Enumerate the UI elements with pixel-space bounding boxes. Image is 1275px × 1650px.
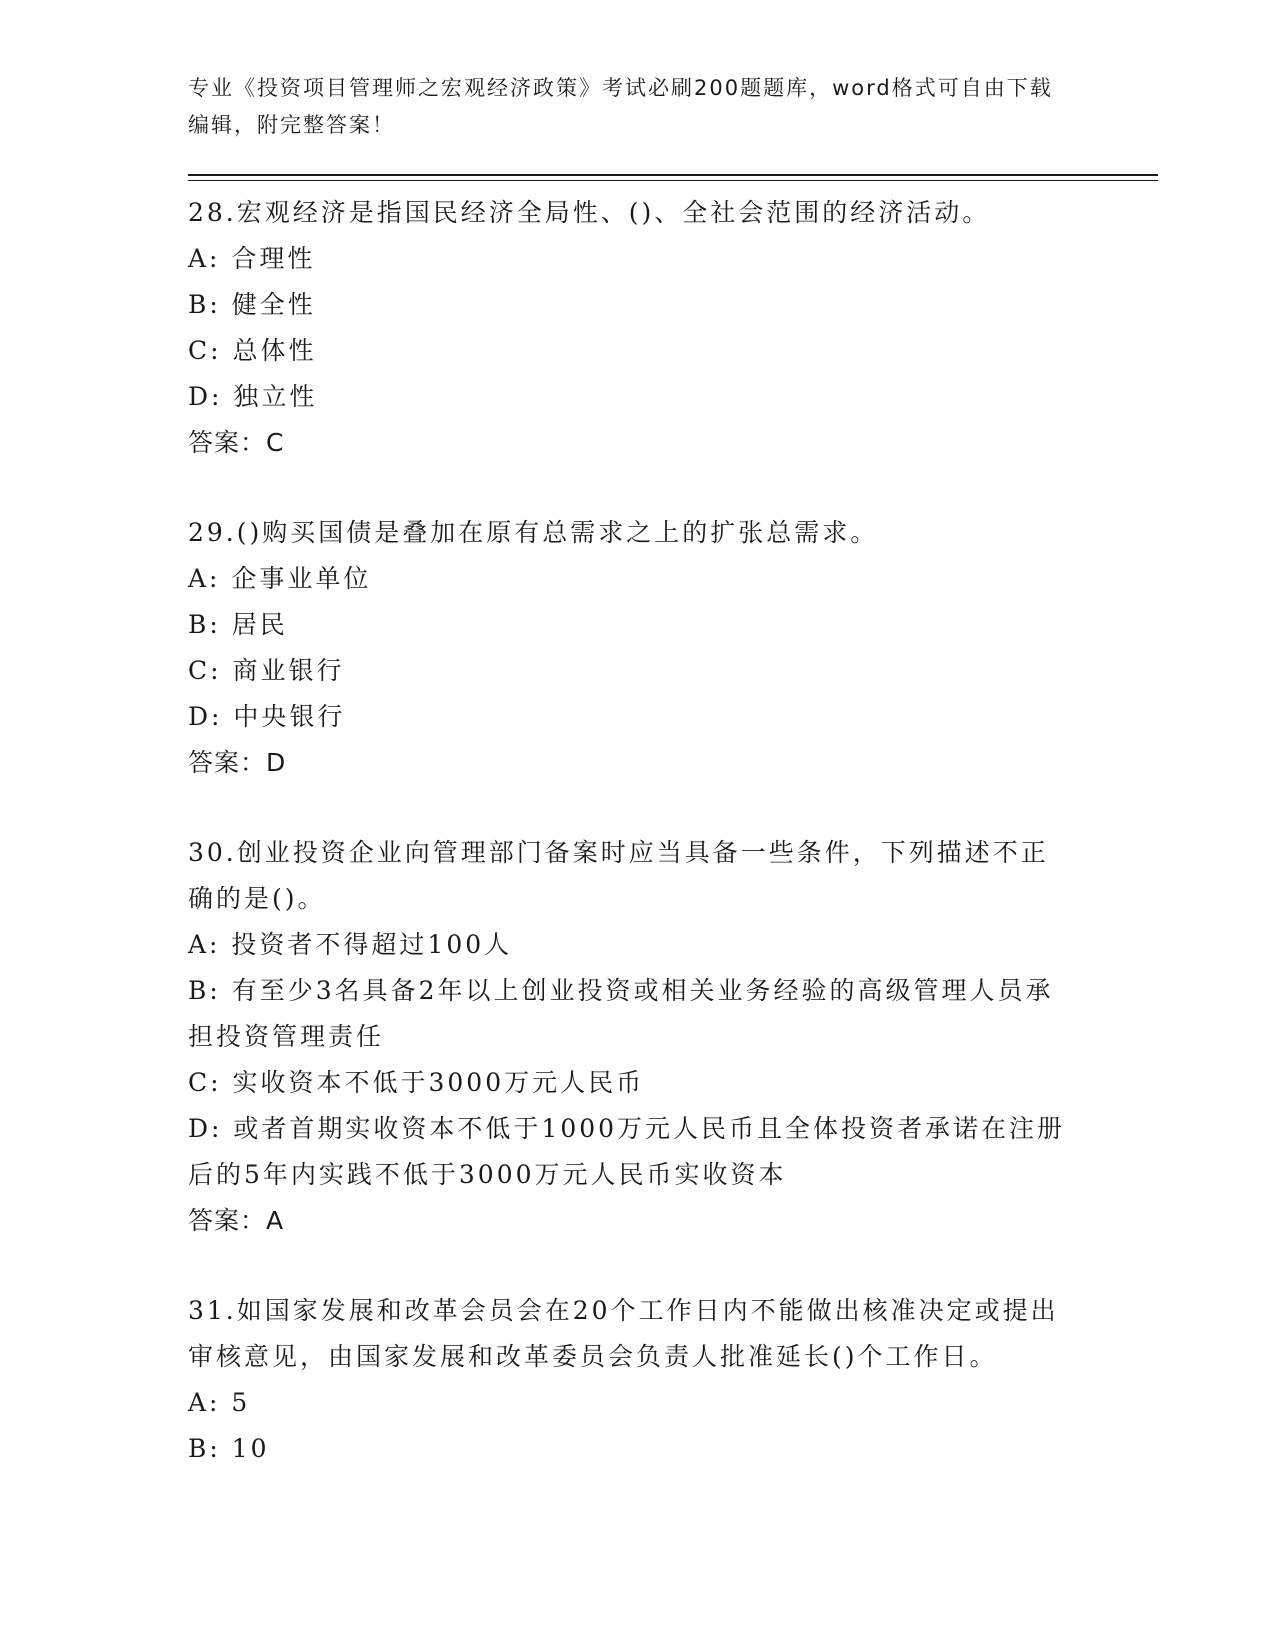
question-list [188, 190, 1068, 1516]
header-divider-thin [188, 180, 1158, 181]
question-stem: 29.()购买国债是叠加在原有总需求之上的扩张总需求。 [188, 518, 879, 547]
answer-line: 答案：C [188, 428, 285, 457]
question-stem: 28.宏观经济是指国民经济全局性、()、全社会范围的经济活动。 [188, 198, 991, 227]
option-b: B: 居民 [188, 610, 288, 639]
question-29 [188, 510, 1068, 786]
option-c: C: 商业银行 [188, 656, 345, 685]
question-31 [188, 1288, 1068, 1472]
option-b: B: 健全性 [188, 290, 316, 319]
option-c: C: 总体性 [188, 336, 317, 365]
question-28 [188, 190, 1068, 466]
document-intro: 专业《投资项目管理师之宏观经济政策》考试必刷200题题库，word格式可自由下载编辑，附完整答案！ [188, 76, 1053, 137]
option-a: A: 投资者不得超过100人 [188, 930, 513, 959]
question-30 [188, 830, 1068, 1244]
option-b: B: 10 [188, 1434, 270, 1463]
header-divider [188, 174, 1158, 176]
answer-line: 答案：A [188, 1206, 285, 1235]
option-a: A: 5 [188, 1388, 251, 1417]
question-stem: 30.创业投资企业向管理部门备案时应当具备一些条件，下列描述不正确的是()。 [188, 838, 1049, 913]
option-a: A: 合理性 [188, 244, 316, 273]
option-d: D: 或者首期实收资本不低于1000万元人民币且全体投资者承诺在注册后的5年内实践不低于3000万元人民币实收资本 [188, 1114, 1066, 1189]
option-d: D: 独立性 [188, 382, 318, 411]
option-b: B: 有至少3名具备2年以上创业投资或相关业务经验的高级管理人员承担投资管理责任 [188, 976, 1054, 1051]
answer-line: 答案：D [188, 748, 287, 777]
question-stem: 31.如国家发展和改革会员会在20个工作日内不能做出核准决定或提出审核意见，由国家发展和改革委员会负责人批准延长()个工作日。 [188, 1296, 1059, 1371]
option-c: C: 实收资本不低于3000万元人民币 [188, 1068, 645, 1097]
option-d: D: 中央银行 [188, 702, 346, 731]
option-a: A: 企事业单位 [188, 564, 372, 593]
